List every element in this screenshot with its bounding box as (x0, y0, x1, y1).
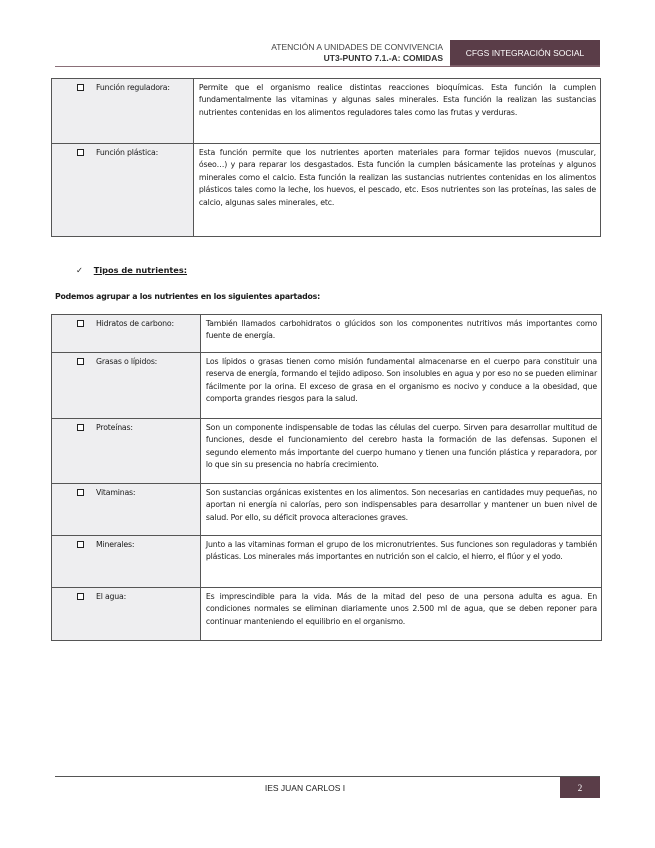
row-description: Son un componente indispensable de todas las células del cuerpo. Sirven para desarrollar multitud de funciones, desde el funcionamiento del cerebro hasta la formación de las defensas. Suponen el segundo elemento más importante del cuerpo humano y tienen una función plástica y reparadora, por lo que sin su presencia no habría crecimiento. (200, 419, 601, 484)
functions-table (51, 78, 601, 237)
row-label-cell (52, 315, 201, 353)
section-heading (76, 265, 187, 275)
square-bullet-icon (77, 149, 84, 156)
row-description: Esta función permite que los nutrientes aporten materiales para formar tejidos nuevos (muscular, óseo…) y para reparar los desgastados. Esta función la cumplen básicamente las proteínas y algunos minerales como el calcio. Esta función la realizan las sustancias nutrientes contenidas en los alimentos plásticos tales como la leche, los huevos, el pescado, etc. Esos nutrientes son las proteínas, las sales de calcio, algunas sales minerales, etc. (193, 144, 600, 237)
square-bullet-icon (77, 320, 84, 327)
checkmark-icon: ✓ (76, 265, 83, 275)
table-row (52, 144, 601, 237)
square-bullet-icon (77, 489, 84, 496)
row-description: Son sustancias orgánicas existentes en los alimentos. Son necesarias en cantidades muy pequeñas, no aportan ni energía ni calorías, pero son indispensables para desarrollar y mantener un buen nivel de salud. Por ello, su déficit provoca alteraciones graves. (200, 484, 601, 536)
row-label: El agua: (96, 592, 127, 601)
footer-divider (55, 776, 600, 777)
header-divider (55, 66, 450, 67)
row-label-cell (52, 588, 201, 641)
row-description: Los lípidos o grasas tienen como misión fundamental almacenarse en el cuerpo para constituir una reserva de energía, formando el tejido adiposo. Son insolubles en agua y por eso no se pueden eliminar fácilmente por la orina. El exceso de grasa en el organismo es nocivo y conduce a la obesidad, que comporta grandes riesgos para la salud. (200, 353, 601, 419)
row-label: Vitaminas: (96, 488, 136, 497)
row-label: Grasas o lípidos: (96, 357, 158, 366)
row-label: Hidratos de carbono: (96, 319, 174, 328)
section-intro: Podemos agrupar a los nutrientes en los siguientes apartados: (55, 292, 321, 301)
page-header (55, 40, 600, 67)
row-label: Minerales: (96, 540, 135, 549)
table-row (52, 536, 602, 588)
row-label-cell (52, 144, 194, 237)
row-label-cell (52, 353, 201, 419)
header-titles (271, 42, 443, 64)
row-label: Función reguladora: (96, 83, 170, 92)
row-label: Función plástica: (96, 148, 159, 157)
row-description: Es imprescindible para la vida. Más de la mitad del peso de una persona adulta es agua. En condiciones normales se eliminan diariamente unos 2.500 ml de agua, que se deben reponer para continuar manteniendo el equilibrio en el organismo. (200, 588, 601, 641)
square-bullet-icon (77, 424, 84, 431)
row-label-cell (52, 419, 201, 484)
row-label-cell (52, 79, 194, 144)
table-row (52, 353, 602, 419)
page-number: 2 (560, 777, 600, 798)
row-label-cell (52, 536, 201, 588)
table-row (52, 484, 602, 536)
nutrients-table (51, 314, 602, 641)
table-row (52, 315, 602, 353)
header-course-badge: CFGS INTEGRACIÓN SOCIAL (450, 40, 600, 67)
square-bullet-icon (77, 358, 84, 365)
header-module-title: ATENCIÓN A UNIDADES DE CONVIVENCIA (271, 42, 443, 52)
row-label: Proteínas: (96, 423, 133, 432)
table-row (52, 419, 602, 484)
section-title: Tipos de nutrientes: (93, 265, 188, 275)
header-unit-title: UT3-PUNTO 7.1.-A: COMIDAS (323, 53, 443, 63)
square-bullet-icon (77, 541, 84, 548)
row-label-cell (52, 484, 201, 536)
square-bullet-icon (77, 84, 84, 91)
square-bullet-icon (77, 593, 84, 600)
row-description: También llamados carbohidratos o glúcidos son los componentes nutritivos más importantes como fuente de energía. (200, 315, 601, 353)
footer-school: IES JUAN CARLOS I (264, 783, 346, 793)
row-description: Junto a las vitaminas forman el grupo de los micronutrientes. Sus funciones son reguladoras y también plásticas. Los minerales más importantes en nutrición son el calcio, el hierro, el flúor y el yodo. (200, 536, 601, 588)
row-description: Permite que el organismo realice distintas reacciones bioquímicas. Esta función la cumplen fundamentalmente las vitaminas y algunas sales minerales. Esta función la realizan las sustancias nutrientes contenidas en los alimentos reguladores tales como las frutas y verduras. (193, 79, 600, 144)
table-row (52, 79, 601, 144)
table-row (52, 588, 602, 641)
